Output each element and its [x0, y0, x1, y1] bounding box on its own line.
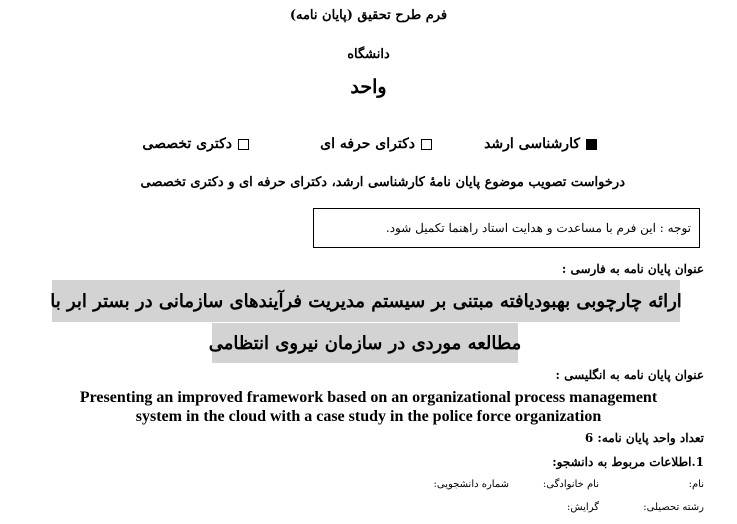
- orientation-field-label: گرایش:: [567, 502, 599, 513]
- note-box: [313, 208, 700, 248]
- thesis-units-label: تعداد واحد پایان نامه:: [597, 431, 704, 445]
- request-line: درخواست تصویب موضوع پایان نامهٔ کارشناسی ارشد، دکترای حرفه ای و دکتری تخصصی: [140, 175, 625, 190]
- branch-label: واحد: [350, 76, 387, 98]
- degree-label: دکتری تخصصی: [142, 136, 232, 152]
- degree-option-masters[interactable]: [484, 136, 597, 152]
- english-title-line-1: Presenting an improved framework based on an organizational process management: [79, 389, 658, 406]
- name-field-label: نام:: [688, 479, 704, 490]
- persian-title-line-1: ارائه چارچوبی بهبودیافته مبتنی بر سیستم مدیریت فرآیندهای سازمانی در بستر ابر با: [52, 280, 680, 322]
- checkbox-empty-icon[interactable]: [238, 139, 249, 150]
- field-of-study-label: رشته تحصیلی:: [643, 502, 704, 513]
- note-text: توجه : این فرم با مساعدت و هدایت استاد راهنما تکمیل شود.: [385, 221, 691, 235]
- thesis-units-value: 6: [584, 431, 594, 445]
- degree-label: دکترای حرفه ای: [320, 136, 415, 152]
- persian-title-line-2: مطالعه موردی در سازمان نیروی انتظامی: [212, 323, 518, 363]
- university-label: دانشگاه: [347, 47, 390, 62]
- english-title-line-2: system in the cloud with a case study in the police force organization: [135, 408, 602, 425]
- student-info-heading: 1.اطلاعات مربوط به دانشجو:: [552, 455, 704, 469]
- thesis-units: [585, 431, 704, 445]
- degree-label: کارشناسی ارشد: [484, 136, 580, 152]
- checkbox-checked-icon[interactable]: [586, 139, 597, 150]
- degree-option-professional-doctorate[interactable]: [320, 136, 432, 152]
- degree-option-phd[interactable]: [142, 136, 249, 152]
- english-title-label: عنوان پایان نامه به انگلیسی :: [555, 368, 704, 382]
- form-title: فرم طرح تحقیق (پایان نامه): [289, 8, 448, 23]
- family-name-field-label: نام خانوادگی:: [542, 479, 599, 490]
- persian-title-label: عنوان پایان نامه به فارسی :: [561, 262, 704, 276]
- checkbox-empty-icon[interactable]: [421, 139, 432, 150]
- student-number-field-label: شماره دانشجویی:: [433, 479, 509, 490]
